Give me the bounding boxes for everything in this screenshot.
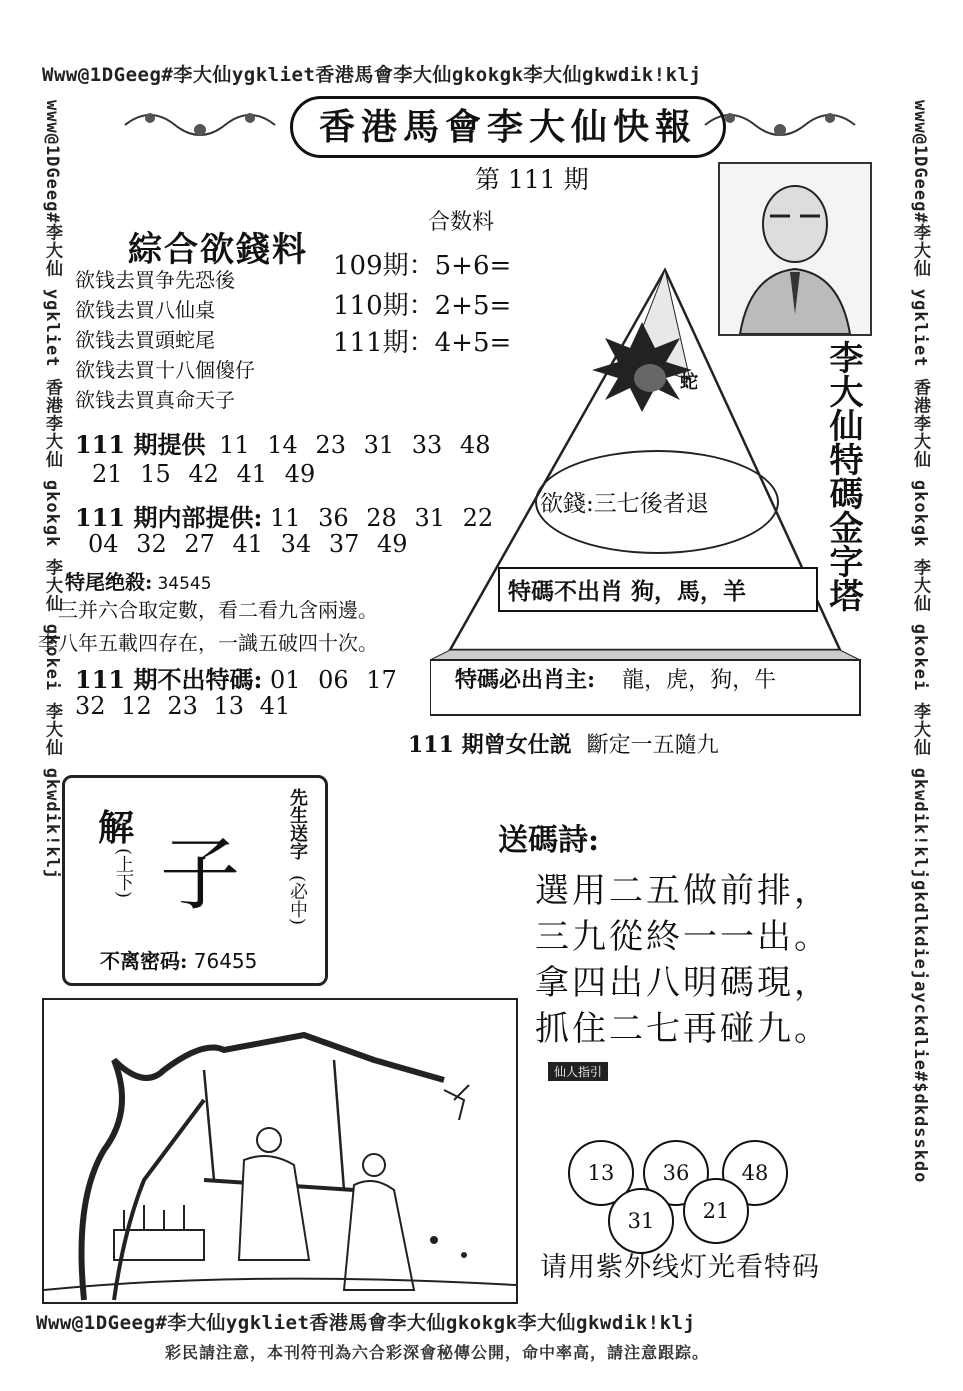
zeng-row [408,728,719,759]
floral-ornament-right [700,100,880,150]
zeng-label: 111 期曾女仕説 [408,732,572,758]
not-out-numbers-2: 32 12 23 13 41 [75,692,291,720]
money-line: 欲钱去買真命天子 [75,388,235,412]
heshu-label: 合数料 [428,210,495,235]
swing-illustration [42,998,518,1304]
song-lines [535,868,831,1052]
song-tag: 仙人指引 [548,1062,608,1081]
ball-number: 31 [608,1188,674,1254]
money-line: 欲钱去買八仙桌 [75,298,215,322]
jie-big-char: 子 [160,828,240,921]
jie-code-label: 不离密码: [100,949,188,973]
page-title: 香港馬會李大仙快報 [290,96,726,158]
pyramid-must-value: 龍，虎，狗，牛 [622,668,777,693]
heshu-row-109: 109期：5+6= [333,251,512,281]
provide-row [75,425,490,460]
uv-note: 请用紫外线灯光看特码 [540,1252,820,1283]
poem-line-2: 李八年五載四存在，一識五破四十次。 [38,631,378,655]
jie-right-sub: (必中) [287,875,308,926]
issue-number: 第 111 期 [475,165,589,194]
money-line: 欲钱去買頭蛇尾 [75,328,215,352]
poem-line-1: 三并六合取定數，看二看九含兩邊。 [58,598,378,622]
tail-row [65,566,212,595]
song-line: 抓住二七再碰九。 [535,1009,831,1049]
not-out-label: 111 期不出特碼: [75,665,263,694]
ball-number: 36 [643,1140,709,1206]
money-line: 欲钱去買争先恐後 [75,268,235,292]
song-title: 送碼詩: [498,823,600,858]
left-border-text: www@1DGeeg#李大仙 ygkliet 香港李大仙 gkokgk 李大仙 gkokei 李大仙 gkwdik!klj [42,100,62,881]
tail-label: 特尾绝殺: [65,570,153,594]
song-line: 拿四出八明碼現， [535,963,831,1003]
song-line: 選用二五做前排， [535,871,831,911]
jie-left-sub: (上下) [113,848,134,899]
internal-numbers-2: 04 32 27 41 34 37 49 [88,530,408,558]
provide-numbers-2: 21 15 42 41 49 [92,460,316,488]
jie-right-top: 先生送字 [287,788,308,860]
heshu-row-111: 111期：4+5= [333,328,512,358]
internal-numbers-1: 11 36 28 31 22 [269,504,494,532]
pyramid-top-label: 蛇 [680,372,698,393]
bottom-border-text: Www@1DGeeg#李大仙ygkliet香港馬會李大仙gkokgk李大仙gkwdik!klj [36,1312,696,1334]
right-border-text: www@1DGeeg#李大仙 ygkliet 香港李大仙 gkokgk 李大仙 gkokei 李大仙 gkwdik!kljgkdlkdiejayckdlie#$dkdsskdo [910,100,930,1184]
not-out-row [75,660,397,695]
ball-number: 21 [683,1178,749,1244]
money-title: 綜合欲錢料 [128,230,308,270]
footer-note: 彩民請注意，本刊符刊為六合彩深會秘傳公開，命中率高，請注意跟踪。 [165,1343,710,1362]
internal-label: 111 期内部提供: [75,503,263,532]
provide-label: 111 期提供 [75,430,206,459]
jie-left-char: 解 [98,807,135,849]
ball-number: 13 [568,1140,634,1206]
money-line: 欲钱去買十八個傻仔 [75,358,255,382]
pyramid-riddle: 欲錢:三七後者退 [540,491,709,517]
tail-value: 34545 [157,574,212,594]
money-lines [75,265,255,415]
zeng-text: 斷定一五隨九 [586,733,719,758]
top-border-text: Www@1DGeeg#李大仙ygkliet香港馬會李大仙gkokgk李大仙gkwdik!klj [42,64,702,86]
pyramid-must-label: 特碼必出肖主: [455,667,596,693]
song-line: 三九從終一一出。 [535,917,831,957]
pyramid-not-zodiac: 特碼不出肖 狗，馬，羊 [498,567,818,612]
pyramid-must-row [455,663,776,694]
floral-ornament-left [120,100,300,150]
jie-code-value: 76455 [193,949,258,973]
pyramid-title: 李大仙特碼金字塔 [823,340,863,612]
ball-number: 48 [722,1140,788,1206]
swing-scene-icon [44,1000,516,1302]
heshu-row-110: 110期：2+5= [333,291,512,321]
not-out-numbers-1: 01 06 17 [269,666,397,694]
jie-code-row [100,945,257,974]
provide-numbers-1: 11 14 23 31 33 48 [219,431,491,459]
